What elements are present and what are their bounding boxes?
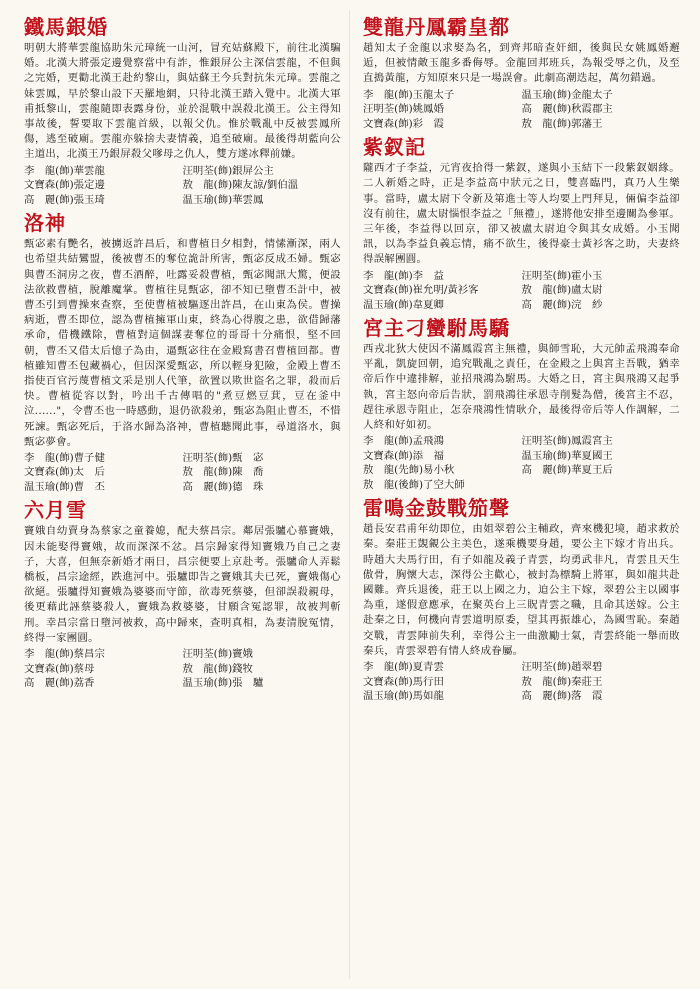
cast-entry: 敖 龍(飾)盧太尉 bbox=[521, 284, 603, 297]
cast-list bbox=[24, 451, 341, 495]
cast-row bbox=[24, 465, 341, 480]
cast-entry: 高 麗(飾)華夏王后 bbox=[521, 464, 613, 477]
cast-row bbox=[363, 117, 680, 132]
opera-section bbox=[363, 315, 680, 492]
cast-entry: 李 龍(飾)孟飛鴻 bbox=[363, 435, 444, 448]
cast-entry: 温玉瑜(飾)金龍太子 bbox=[521, 88, 613, 101]
cast-row bbox=[363, 660, 680, 675]
cast-entry: 汪明荃(飾)鳳霞宮主 bbox=[521, 435, 613, 448]
cast-entry: 文寶森(飾)蔡母 bbox=[24, 662, 95, 675]
cast-list bbox=[363, 660, 680, 704]
cast-row bbox=[363, 298, 680, 313]
cast-entry: 温玉瑜(飾)華夏國王 bbox=[521, 449, 613, 462]
cast-entry: 汪明荃(飾)竇娥 bbox=[182, 648, 253, 661]
opera-title: 洛神 bbox=[24, 211, 66, 236]
cast-list bbox=[363, 269, 680, 313]
cast-entry: 汪明荃(飾)銀屏公主 bbox=[182, 164, 274, 177]
cast-row bbox=[24, 480, 341, 495]
cast-entry: 敖 龍(先飾)易小秋 bbox=[363, 464, 455, 477]
opera-synopsis: 明朝大將華雲龍協助朱元璋統一山河，冒充姑蘇殿下，前往北漢騙婚。北漢大將張定邊覺察當中有詐，惟銀屏公主深信雲龍，不但與之完婚，更勸北漢王赴約黎山，與姑蘇王今兵對抗朱元璋。雲龍之妹雲鳳，早於黎山設下天羅地網，只待北漢王踏入覺中。北漢大軍甫抵黎山，雲龍隨即表露身份，並於混戰中誤殺北漢王。公主得知事故後，誓要取下雲龍首級，以報父仇。惟於戰亂中反被雲鳳所傷，逃至破廟。雲龍亦躲捨夫妻情義，追至破廟。最後得胡藍向公主道出，北漢王乃銀屏殺父嗲母之仇人，雙方遂冰釋前嫌。 bbox=[24, 42, 341, 161]
opera-synopsis: 西戎北狄大使因不滿鳳霞宮主無禮，與師雪恥，大元帥孟飛鴻奉命平亂，凱旋回朝，追究戰亂之責任，在金殿之上與宮主吾戰，猶幸帝后作中違排解，並招飛鴻為駙馬。大婚之日，宮主與飛鴻又起爭執，宮主怒向帝后告狀，罰飛鴻往承恩寺削髮為僧，後宮主不忍，趕往承恩寺阻止，怎奈飛鴻性情耿介，最後得帝后等人作調解，二人終和好如初。 bbox=[363, 343, 680, 432]
cast-row bbox=[24, 662, 341, 677]
cast-entry: 文寶森(飾)太 后 bbox=[24, 466, 105, 479]
cast-entry bbox=[522, 478, 681, 493]
cast-row bbox=[363, 269, 680, 284]
cast-entry: 敖 龍(飾)秦莊王 bbox=[521, 675, 603, 688]
cast-list bbox=[24, 164, 341, 208]
cast-entry: 敖 龍(後飾)了空大師 bbox=[363, 478, 465, 491]
cast-entry: 敖 龍(飾)錢牧 bbox=[182, 662, 253, 675]
left-column bbox=[24, 12, 341, 979]
cast-entry: 高 麗(飾)德 珠 bbox=[182, 480, 264, 493]
opera-section bbox=[24, 14, 341, 207]
cast-entry: 高 麗(飾)秋霞郡主 bbox=[521, 103, 613, 116]
cast-row bbox=[363, 283, 680, 298]
cast-entry: 李 龍(飾)曹子健 bbox=[24, 451, 105, 464]
cast-entry: 文寶森(飾)馬行田 bbox=[363, 675, 444, 688]
cast-row bbox=[24, 647, 341, 662]
cast-entry: 温玉瑜(飾)張 驢 bbox=[182, 677, 264, 690]
cast-entry: 敖 龍(飾)郭藩王 bbox=[521, 117, 603, 130]
cast-row bbox=[24, 193, 341, 208]
opera-title: 紫釵記 bbox=[363, 135, 426, 160]
cast-row bbox=[363, 689, 680, 704]
cast-entry: 汪明荃(飾)霍小玉 bbox=[521, 269, 603, 282]
opera-section bbox=[363, 14, 680, 131]
opera-section bbox=[363, 495, 680, 703]
right-column bbox=[363, 12, 680, 979]
cast-row bbox=[363, 449, 680, 464]
cast-entry: 文寶森(飾)添 福 bbox=[363, 449, 444, 462]
cast-entry: 汪明荃(飾)甄 宓 bbox=[182, 451, 264, 464]
cast-row bbox=[24, 451, 341, 466]
cast-entry: 文寶森(飾)崔允明/黃衫客 bbox=[363, 284, 479, 297]
cast-row bbox=[363, 102, 680, 117]
opera-section bbox=[24, 497, 341, 690]
cast-row bbox=[24, 178, 341, 193]
cast-row bbox=[363, 434, 680, 449]
cast-entry: 敖 龍(飾)陳 喬 bbox=[182, 466, 264, 479]
opera-section bbox=[363, 134, 680, 312]
column-divider bbox=[349, 10, 350, 979]
cast-entry: 李 龍(飾)蔡昌宗 bbox=[24, 648, 105, 661]
opera-title: 雙龍丹鳳霸皇都 bbox=[363, 15, 510, 39]
opera-synopsis: 趙知太子金龍以求娶為名，到齊邦暗查奸細，後與民女姚鳳婚邂逅，但被情敵玉龍多番侮辱。金龍回邦班兵，為報受辱之仇，及至直搗黃龍，方知原來只是一場誤會。此劇高潮迭起，萬勿錯過。 bbox=[363, 42, 680, 85]
cast-entry: 高 麗(飾)落 霞 bbox=[521, 690, 603, 703]
cast-entry: 敖 龍(飾)陳友諒/劉伯溫 bbox=[182, 179, 299, 192]
opera-title: 雷鳴金鼓戰笳聲 bbox=[363, 496, 510, 521]
opera-title: 宮主刁蠻駙馬驕 bbox=[363, 316, 510, 341]
opera-title: 鐵馬銀婚 bbox=[24, 15, 108, 39]
opera-section bbox=[24, 210, 341, 494]
cast-row bbox=[363, 478, 680, 493]
cast-entry: 高 麗(飾)荔香 bbox=[24, 677, 95, 690]
opera-title: 六月雪 bbox=[24, 498, 87, 523]
cast-entry: 温玉瑜(飾)韋夏卿 bbox=[363, 298, 444, 311]
cast-row bbox=[363, 675, 680, 690]
opera-synopsis: 竇娥自幼賣身為蔡家之童養媳，配夫蔡昌宗。鄰居張驢心慕竇娥，因未能娶得竇娥，故而深深不忿。昌宗歸家得知竇娥乃自己之妻子，大喜，但無奈新婚才兩日，昌宗便要上京赴考。張驢命人弄鬆橋板，昌宗途經，跌進河中。張驢即告之竇娥其夫已死，竇娥傷心欲絕。張驢得知竇娥為婆婆而守節，欲毒死蔡婆，但卻誤殺親母，後更藉此誣蔡婆殺人，竇娥為救婆婆，甘願含冤認罪，故被判斬刑。幸昌宗當日墮河被救，高中歸來，查明真相，為妻清脫冤情，終得一家團圓。 bbox=[24, 525, 341, 644]
cast-row bbox=[24, 676, 341, 691]
cast-entry: 温玉瑜(飾)華雲鳳 bbox=[182, 193, 264, 206]
cast-entry: 温玉瑜(飾)曹 丕 bbox=[24, 480, 105, 493]
cast-list bbox=[363, 88, 680, 132]
cast-row bbox=[24, 164, 341, 179]
cast-list bbox=[363, 434, 680, 492]
opera-synopsis: 隴西才子李益，元宵夜拾得一紫釵，遂與小玉結下一段紫釵姻緣。二人新婚之時，正是李益高中狀元之日，雙喜臨門，真乃人生樂事。當時，盧太尉下令新及第進士等人均要上門拜見，倆偏李益卻沒有前往，盧太尉惱恨李益之「無禮」，遂將他安排至邊關為參軍。三年後，李益得以回京，卻又被盧太尉迫令與其女成婚。小玉聞訊，以為李益負義忘情，痛不欲生，後得豪士黃衫客之助，夫妻終得誤解團圓。 bbox=[363, 162, 680, 266]
cast-entry: 文寶森(飾)彩 霞 bbox=[363, 117, 444, 130]
cast-entry: 温玉瑜(飾)馬如龍 bbox=[363, 690, 444, 703]
cast-entry: 文寶森(飾)張定邊 bbox=[24, 179, 105, 192]
cast-row bbox=[363, 88, 680, 103]
cast-entry: 李 龍(飾)李 益 bbox=[363, 269, 444, 282]
cast-entry: 高 麗(飾)張玉琦 bbox=[24, 193, 105, 206]
cast-entry: 李 龍(飾)玉龍太子 bbox=[363, 88, 455, 101]
opera-synopsis: 甄宓素有艷名，被擄返許昌后，和曹植日夕相對，情愫漸深，兩人也希望共結鸞盟，後被曹丕的奪位詭計所害，甄宓反成丕婦。甄宓與曹丕洞房之夜，曹丕酒醉，吐露妥殺曹植，甄宓聞訊大驚，便設法欲救曹植，脫離魔掌。曹植往見甄宓，卻不知已墮曹丕計中，被曹丕引到曹操來查察，至使曹植被驅逐出許昌，在山東為侯。曹操病逝，曹丕即位，認為曹植擁軍山東，終為心得腹之患，欲借歸藩承命，借機鐵除，曹植對這個謀妻奪位的哥哥十分痛恨，堅不回朝，曹丕又借太后憶子為由，逼甄宓往在金殿寫書召曹植回都。曹植雖知曹丕包藏禍心，但因深愛甄宓，所以輕身犯險，金殿上曹丕指使百官污蔑曹植文采是別人代筆，欲置以欺世盜名之罪，殺而后快。曹植從容以對，吟出千古傳唱的"煮豆燃豆萁，豆在釜中泣......"，令曹丕也一時感動，退仍欲殺弟，甄宓為阻止曹丕，不惜死諫。甄宓死后，于洛水歸為洛神，曹植聽聞此事，尋道洛水，與甄宓夢會。 bbox=[24, 238, 341, 448]
cast-entry: 高 麗(飾)浣 紗 bbox=[521, 298, 603, 311]
cast-list bbox=[24, 647, 341, 691]
cast-row bbox=[363, 463, 680, 478]
cast-entry: 李 龍(飾)夏青雲 bbox=[363, 661, 444, 674]
opera-synopsis: 趙長安君甫年幼即位，由姐翠碧公主輔政，齊來機犯境，趙求救於秦。秦莊王覬覦公主美色，遂乘機要身趙，要公主下嫁才肯出兵。時趙大夫馬行田，有子如龍及義子青雲，均勇武非凡，青雲且天生傲骨，胸懷大志，深得公主歡心，被封為標騎上將軍，與如龍共赴國難。齊兵退後，莊王以上國之力，迫公主下嫁，翠碧公主以國事為重，遂假意應承，在聚英台上三貺青雲之職，且命其送嫁。公主赴秦之日，何機向青雲道明原委，望其再振雄心，為國雪恥。秦趙交戰，青雲陣前失利，幸得公主一曲激勵士氣，青雲終能一舉而敗秦兵，青雲翠碧有情人終成眷屬。 bbox=[363, 523, 680, 657]
cast-entry: 汪明荃(飾)姚鳳婚 bbox=[363, 103, 444, 116]
cast-entry: 李 龍(飾)華雲龍 bbox=[24, 164, 105, 177]
cast-entry: 汪明荃(飾)趙翠碧 bbox=[521, 661, 603, 674]
